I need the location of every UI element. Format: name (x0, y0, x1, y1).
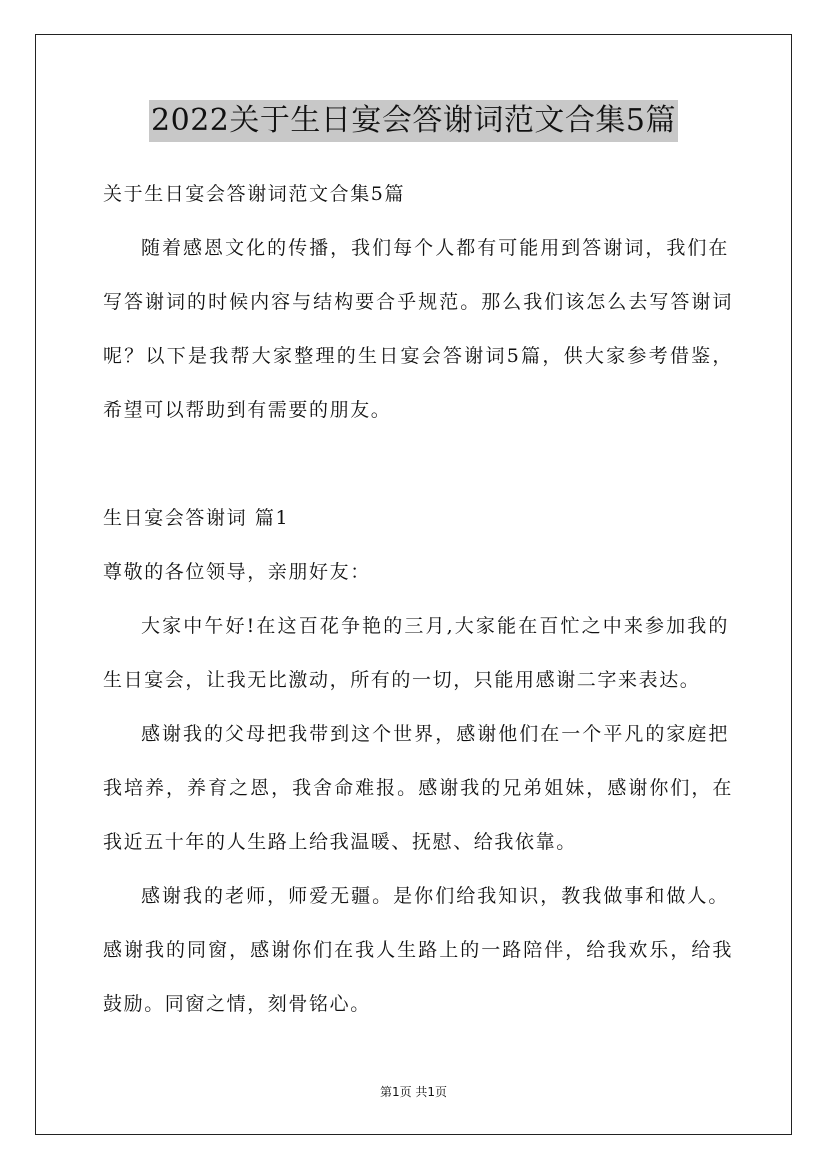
page-footer: 第1页 共1页 (379, 1085, 448, 1099)
body-line-2: 生日宴会，让我无比激动，所有的一切，只能用感谢二字来表达。 (103, 669, 701, 691)
body-line-5: 我近五十年的人生路上给我温暖、抚慰、给我依靠。 (103, 831, 577, 853)
body-line-8: 鼓励。同窗之情，刻骨铭心。 (103, 993, 371, 1015)
title-container (0, 100, 827, 142)
section-heading: 生日宴会答谢词 篇1 (103, 507, 290, 529)
intro-line-2: 写答谢词的时候内容与结构要合乎规范。那么我们该怎么去写答谢词 (103, 291, 733, 313)
body-line-3: 感谢我的父母把我带到这个世界，感谢他们在一个平凡的家庭把 (141, 723, 729, 745)
intro-line-3: 呢？以下是我帮大家整理的生日宴会答谢词5篇，供大家参考借鉴， (103, 345, 733, 367)
body-line-1: 大家中午好!在这百花争艳的三月,大家能在百忙之中来参加我的 (141, 615, 729, 637)
body-line-7: 感谢我的同窗，感谢你们在我人生路上的一路陪伴，给我欢乐，给我 (103, 939, 733, 961)
intro-line-1: 随着感恩文化的传播，我们每个人都有可能用到答谢词，我们在 (141, 237, 729, 259)
document-title: 2022关于生日宴会答谢词范文合集5篇 (149, 100, 678, 142)
body-line-6: 感谢我的老师，师爱无疆。是你们给我知识，教我做事和做人。 (141, 885, 729, 907)
salutation: 尊敬的各位领导，亲朋好友： (103, 561, 371, 583)
document-subtitle: 关于生日宴会答谢词范文合集5篇 (103, 183, 406, 205)
body-line-4: 我培养，养育之恩，我舍命难报。感谢我的兄弟姐妹，感谢你们，在 (103, 777, 733, 799)
intro-line-4: 希望可以帮助到有需要的朋友。 (103, 399, 392, 421)
